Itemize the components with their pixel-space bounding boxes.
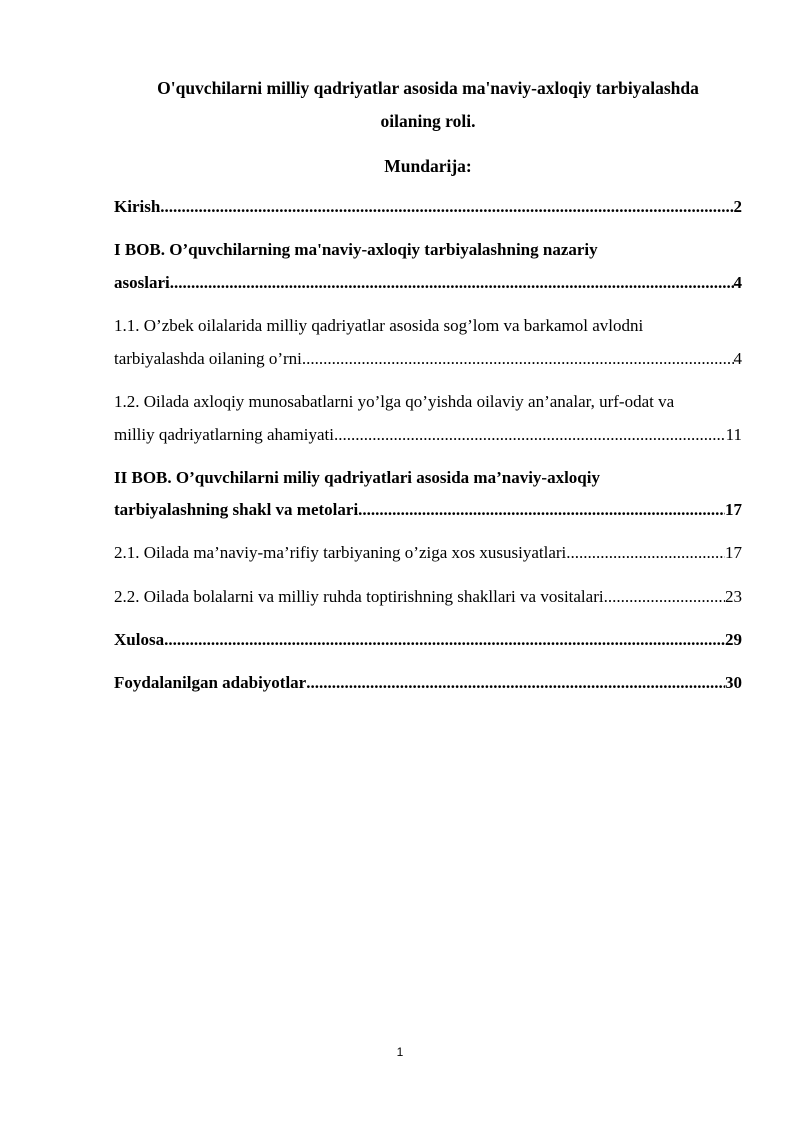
toc-entry-label: II BOB. O’quvchilarni miliy qadriyatlari asosida ma’naviy-axloqiy: [114, 468, 600, 487]
toc-leader-dots: [302, 344, 734, 374]
toc-entry-label: tarbiyalashda oilaning o’rni: [114, 349, 302, 368]
toc-entry-1-2-line-2: [114, 420, 742, 450]
toc-entry-2-1: [114, 538, 742, 568]
toc-entry-references: [114, 668, 742, 698]
toc-leader-dots: [164, 625, 725, 655]
toc-entry-1-1-line-2: [114, 344, 742, 374]
toc-page-number: 4: [733, 273, 742, 292]
toc-entry-label: milliy qadriyatlarning ahamiyati: [114, 425, 334, 444]
toc-entry-chapter-1-line-1: [114, 235, 742, 265]
toc-entry-label: 2.2. Oilada bolalarni va milliy ruhda toptirishning shakllari va vositalari: [114, 587, 604, 606]
toc-entry-label: asoslari: [114, 273, 170, 292]
toc-leader-dots: [334, 420, 726, 450]
toc-entry-chapter-2-line-1: [114, 463, 742, 493]
toc-entry-label: 1.2. Oilada axloqiy munosabatlarni yo’lga qo’yishda oilaviy an’analar, urf-odat va: [114, 392, 675, 411]
contents-heading: Mundarija:: [384, 156, 472, 176]
toc-page-number: 4: [733, 349, 742, 368]
toc-page-number: 17: [725, 543, 742, 562]
toc-entry-label: Xulosa: [114, 630, 165, 649]
toc-entry-label: Foydalanilgan adabiyotlar: [114, 673, 307, 692]
document-title-line-2: oilaning roli.: [380, 111, 476, 131]
toc-entry-2-2: [114, 582, 742, 612]
toc-page-number: 17: [725, 500, 742, 519]
document-title-line-1: O'quvchilarni milliy qadriyatlar asosida ma'naviy-axloqiy tarbiyalashda: [157, 78, 699, 98]
toc-page-number: 11: [725, 425, 742, 444]
toc-entry-label: tarbiyalashning shakl va metolari: [114, 500, 359, 519]
toc-leader-dots: [604, 582, 725, 612]
toc-entry-chapter-1-line-2: [114, 268, 742, 298]
page-number: 1: [396, 1045, 404, 1059]
toc-leader-dots: [160, 192, 733, 222]
toc-entry-1-1-line-1: [114, 311, 742, 341]
toc-entry-chapter-2-line-2: [114, 495, 742, 525]
toc-entry-xulosa: [114, 625, 742, 655]
toc-entry-1-2-line-1: [114, 387, 742, 417]
toc-leader-dots: [358, 495, 725, 525]
toc-page-number: 30: [725, 673, 742, 692]
toc-entry-kirish: [114, 192, 742, 222]
toc-entry-label: I BOB. O’quvchilarning ma'naviy-axloqiy tarbiyalashning nazariy: [114, 240, 598, 259]
toc-page-number: 29: [725, 630, 742, 649]
toc-leader-dots: [170, 268, 734, 298]
toc-leader-dots: [306, 668, 725, 698]
toc-entry-label: 2.1. Oilada ma’naviy-ma’rifiy tarbiyaning o’ziga xos xususiyatlari: [114, 543, 567, 562]
toc-page-number: 2: [733, 197, 742, 216]
toc-entry-label: Kirish: [114, 197, 161, 216]
toc-entry-label: 1.1. O’zbek oilalarida milliy qadriyatlar asosida sog’lom va barkamol avlodni: [114, 316, 644, 335]
toc-page-number: 23: [725, 587, 742, 606]
toc-leader-dots: [566, 538, 725, 568]
